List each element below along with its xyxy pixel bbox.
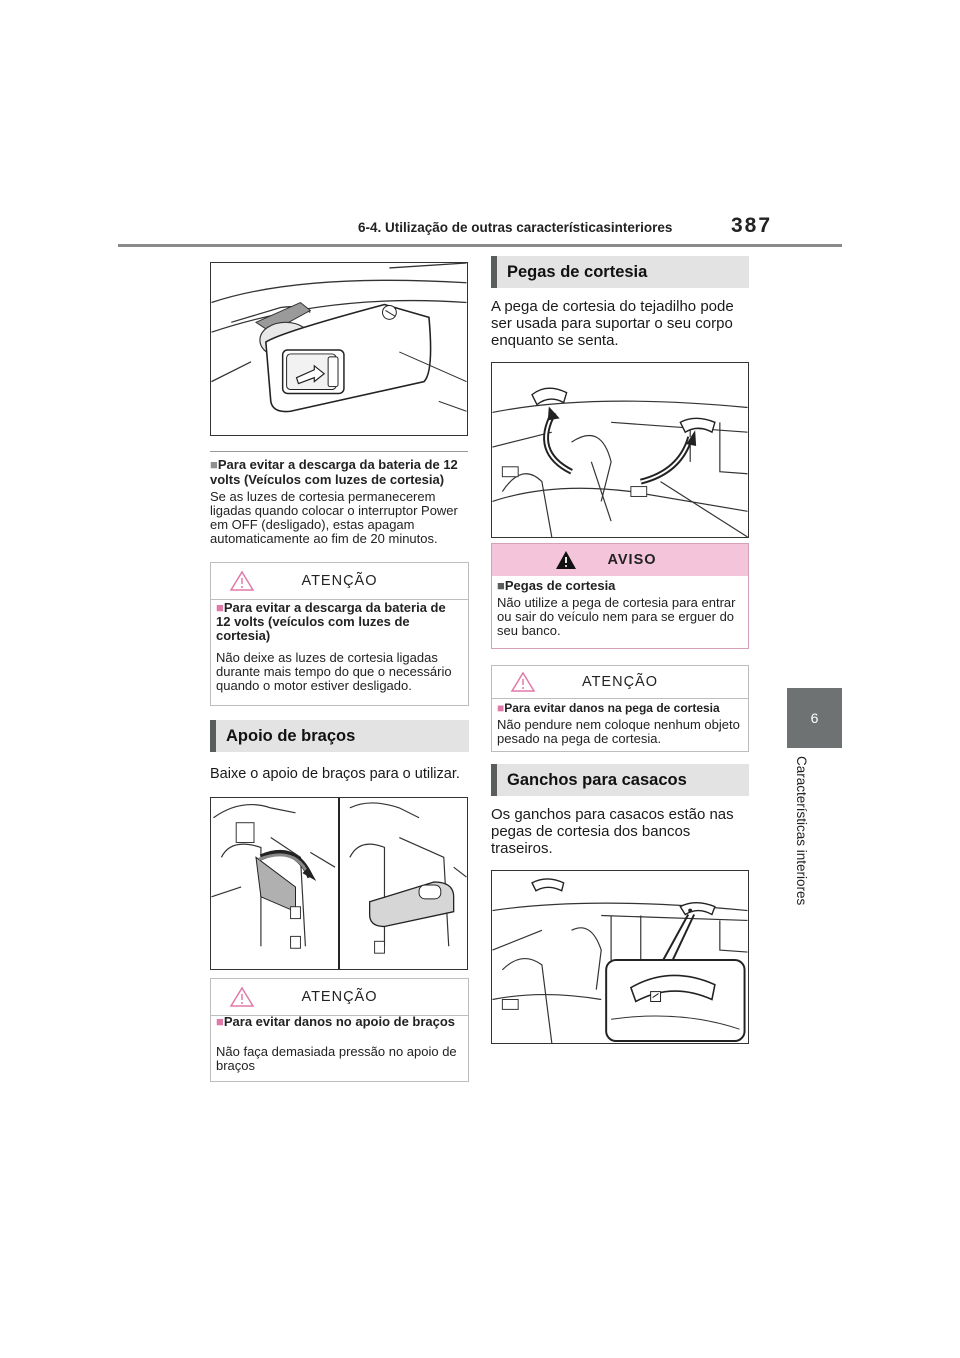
coat-hooks-heading: Ganchos para casacos [491,764,749,796]
caution-title: ■Para evitar danos na pega de cortesia [497,701,720,715]
caution-body: Não faça demasiada pressão no apoio de braços [216,1044,457,1073]
coat-hooks-text: Os ganchos para casacos estão nas pegas de cortesia dos bancos traseiros. [491,806,734,857]
caution-header [492,666,748,698]
caution-header [211,979,468,1015]
warning-header [492,544,748,576]
section-title: 6-4. Utilização de outras característicasinteriores [358,220,673,235]
caution-box-battery [210,562,469,706]
caution-header [211,563,468,599]
armrest-heading: Apoio de braços [210,720,469,752]
coat-hook-illustration [491,870,749,1044]
warning-box-grip [491,543,749,649]
caution-title: ■Para evitar a descarga da bateria de 12 volts (veículos com luzes de cortesia) [216,600,446,643]
bullet-square-icon: ■ [216,1014,224,1029]
armrest-text: Baixe o apoio de braços para o utilizar. [210,766,460,782]
courtesy-light-illustration [210,262,468,436]
caution-body: Não pendure nem coloque nenhum objeto pesado na pega de cortesia. [497,717,740,746]
caution-triangle-icon [229,986,255,1008]
grip-text: A pega de cortesia do tejadilho pode ser usada para suportar o seu corpo enquanto se senta. [491,298,734,349]
caution-triangle-icon [229,570,255,592]
header-rule [118,244,842,247]
caution-label: ATENÇÃO [301,573,378,589]
warning-body: Não utilize a pega de cortesia para entrar ou sair do veículo nem para se erguer do seu banco. [497,595,736,638]
assist-grip-illustration [491,362,749,538]
coat-hook-drawing [492,871,748,1043]
armrest-drawing [211,798,467,969]
sun-visor-drawing [211,263,467,435]
chapter-number: 6 [810,710,819,726]
section-divider [210,451,468,452]
caution-label: ATENÇÃO [301,989,378,1005]
caution-title: ■Para evitar danos no apoio de braços [216,1014,456,1029]
bullet-square-icon: ■ [210,457,218,472]
caution-box-grip [491,665,749,752]
armrest-illustration [210,797,468,970]
chapter-tab[interactable] [787,688,842,748]
warning-triangle-icon [555,550,577,570]
battery-note-body: Se as luzes de cortesia permanecerem ligadas quando colocar o interruptor Power em OFF (desligado), estas apagam automaticamente ao fim de 20 minutos. [210,489,458,546]
bullet-square-icon: ■ [216,600,224,615]
warning-label: AVISO [607,552,657,568]
chapter-label: Características interiores [794,756,809,906]
caution-triangle-icon [510,671,536,693]
assist-grip-drawing [492,363,748,537]
caution-box-armrest [210,978,469,1082]
warning-title: ■Pegas de cortesia [497,578,616,593]
bullet-square-icon: ■ [497,701,505,715]
battery-note-title: ■Para evitar a descarga da bateria de 12 volts (Veículos com luzes de cortesia) [210,457,458,487]
caution-body: Não deixe as luzes de cortesia ligadas durante mais tempo do que o necessário quando o motor estiver desligado. [216,650,452,693]
bullet-square-icon: ■ [497,578,505,593]
grip-heading: Pegas de cortesia [491,256,749,288]
page-number: 387 [731,214,773,237]
caution-label: ATENÇÃO [581,674,659,690]
caution-rule [492,698,748,699]
